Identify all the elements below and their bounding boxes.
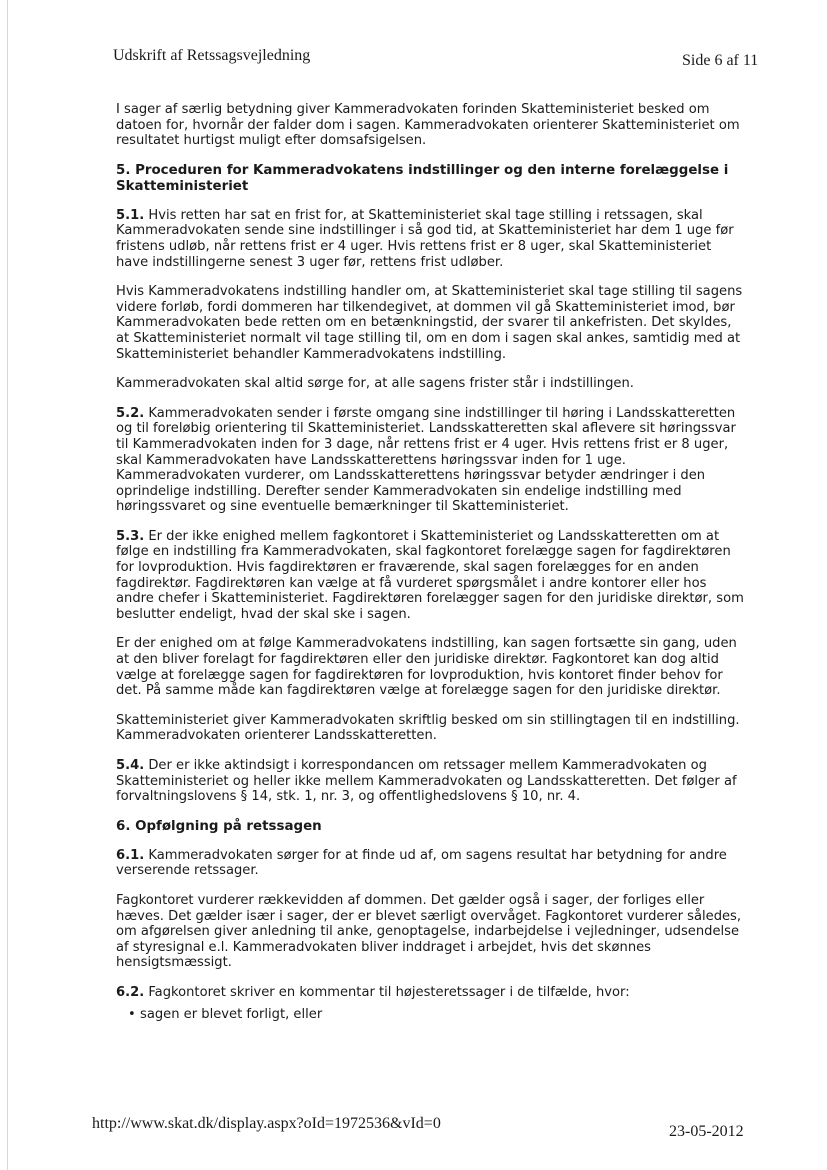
section-5-2-text: Kammeradvokaten sender i første omgang sine indstillinger til høring i Landsskatteretten og til foreløbig orientering til Skatteministeriet. Landsskatteretten skal aflevere sit høringssvar til Kammeradvokaten inden for 3 dage, når rettens frist er 4 uger. Hvis rettens frist er 8 uger, skal Kammeradvokaten have Landsskatterettens høringssvar inden for 1 uge. Kammeradvokaten vurderer, om Landsskatterettens høringssvar betyder ændringer i den oprindelige indstilling. Derefter sender Kammeradvokaten sin endelige indstilling med høringssvaret og sine eventuelle bemærkninger til Skatteministeriet. [116, 405, 736, 515]
section-5-1-paragraph-3: Kammeradvokaten skal altid sørge for, at alle sagens frister står i indstillingen. [116, 376, 634, 392]
section-5-4-number: 5.4. [116, 758, 145, 773]
intro-paragraph: I sager af særlig betydning giver Kammeradvokaten forinden Skatteministeriet besked om datoen for, hvornår der falder dom i sagen. Kammeradvokaten orienterer Skatteministeriet om resultatet hurtigst muligt efter domsafsigelsen. [116, 102, 740, 149]
section-5-1-number: 5.1. [116, 207, 145, 223]
section-5-3-text: Er der ikke enighed mellem fagkontoret i Skatteministeriet og Landsskatteretten om at følge en indstilling fra Kammeradvokaten, skal fagkontoret forelægge sagen for fagdirektøren for lovproduktion. Hvis fagdirektøren er fraværende, skal sagen forelægges for en anden fagdirektør. Fagdirektøren kan vælge at få vurderet spørgsmålet i andre kontorer eller hos andre chefer i Skatteministeriet. Fagdirektøren forelægger sagen for den juridiske direktør, som beslutter endeligt, hvad der skal ske i sagen. [116, 528, 744, 622]
page-number: Side 6 af 11 [682, 52, 759, 69]
section-6-1-text: Kammeradvokaten sørger for at finde ud af, om sagens resultat har betydning for andre verserende retssager. [116, 847, 727, 879]
section-5-3-paragraph [116, 529, 744, 623]
footer-url: http://www.skat.dk/display.aspx?oId=1972536&vId=0 [92, 1115, 441, 1132]
section-6-2-text: Fagkontoret skriver en kommentar til højesteretssager i de tilfælde, hvor: [148, 984, 630, 1000]
section-6-1-paragraph-2: Fagkontoret vurderer rækkevidden af dommen. Det gælder også i sager, der forliges eller hæves. Det gælder især i sager, der er blevet særligt overvåget. Fagkontoret vurderer således, om afgørelsen giver anledning til anke, genoptagelse, indarbejdelse i vejledninger, udsendelse af styresignal e.l. Kammeradvokaten bliver inddraget i arbejdet, hvis det skønnes hensigtsmæssigt. [116, 892, 742, 971]
scan-edge-line [7, 0, 8, 1170]
section-6-2-paragraph [116, 985, 744, 1001]
section-5-2-paragraph [116, 406, 744, 515]
document-body [116, 102, 744, 1022]
section-5-4-paragraph [116, 758, 744, 805]
section-5-1-paragraph [116, 208, 744, 270]
section-5-4-text: Der er ikke aktindsigt i korrespondancen om retssager mellem Kammeradvokaten og Skatteministeriet og heller ikke mellem Kammeradvokaten og Landsskatteretten. Det følger af forvaltningslovens § 14, stk. 1, nr. 3, og offentlighedslovens § 10, nr. 4. [116, 758, 737, 805]
section-5-3-paragraph-2: Er der enighed om at følge Kammeradvokatens indstilling, kan sagen fortsætte sin gang, uden at den bliver forelagt for fagdirektøren eller den juridiske direktør. Fagkontoret kan dog altid vælge at forelægge sagen for fagdirektøren for lovproduktion, hvis kontoret finder behov for det. På samme måde kan fagdirektøren vælge at forelægge sagen for den juridiske direktør. [116, 636, 737, 699]
footer-date: 23-05-2012 [669, 1123, 744, 1140]
section-5-3-number: 5.3. [116, 528, 145, 544]
section-5-3-paragraph-3: Skatteministeriet giver Kammeradvokaten skriftlig besked om sin stillingtagen til en indstilling. Kammeradvokaten orienterer Landsskatteretten. [116, 712, 740, 744]
list-item: • sagen er blevet forligt, eller [130, 1007, 744, 1023]
section-6-2-list [116, 1007, 744, 1023]
section-5-1-text: Hvis retten har sat en frist for, at Skatteministeriet skal tage stilling i retssagen, skal Kammeradvokaten sende sine indstillinger i så god tid, at Skatteministeriet har dem 1 uge før fristens udløb, når rettens frist er 4 uger. Hvis rettens frist er 8 uger, skal Skatteministeriet have indstillingerne senest 3 uger før, rettens frist udløber. [116, 207, 734, 270]
section-6-1-paragraph [116, 848, 744, 879]
section-6-heading: 6. Opfølgning på retssagen [116, 818, 322, 834]
section-5-2-number: 5.2. [116, 405, 145, 421]
section-5-heading: 5. Proceduren for Kammeradvokatens indstillinger og den interne forelæggelse i Skatteministeriet [116, 162, 729, 194]
section-5-1-paragraph-2: Hvis Kammeradvokatens indstilling handler om, at Skatteministeriet skal tage stilling til sagens videre forløb, fordi dommeren har tilkendegivet, at dommen vil gå Skatteministeriet imod, bør Kammeradvokaten bede retten om en betænkningstid, der svarer til ankefristen. Det skyldes, at Skatteministeriet normalt vil tage stilling til, om en dom i sagen skal ankes, samtidig med at Skatteministeriet behandler Kammeradvokatens indstilling. [116, 284, 743, 362]
section-6-2-number: 6.2. [116, 984, 145, 1000]
section-6-1-number: 6.1. [116, 847, 145, 863]
document-header-title: Udskrift af Retssagsvejledning [113, 47, 311, 64]
